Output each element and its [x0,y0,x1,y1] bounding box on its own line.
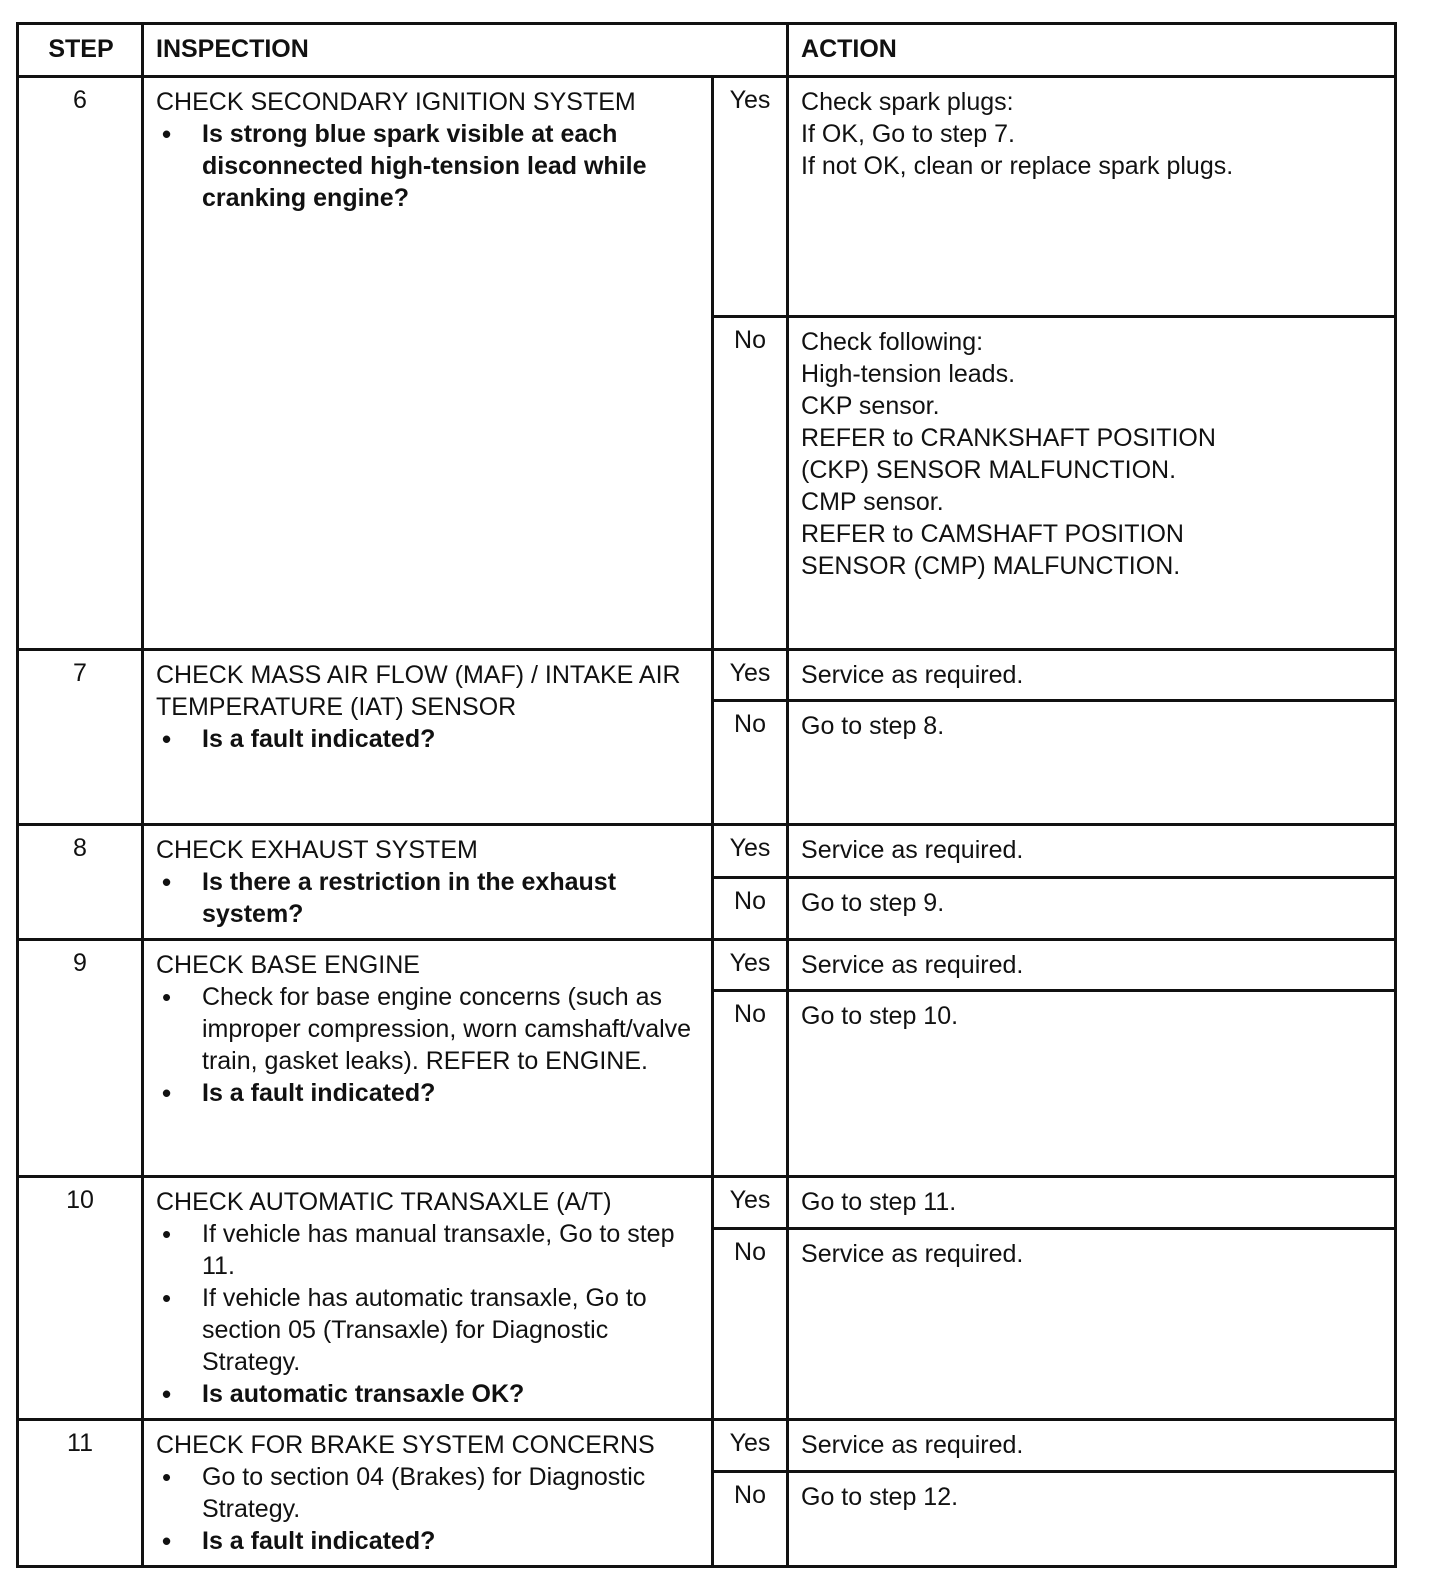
inspection-cell [143,77,713,650]
inspection-question: • Is a fault indicated? [156,723,699,755]
step-row-yes [18,77,1396,317]
diagnostic-table [16,22,1397,1568]
inspection-title: CHECK EXHAUST SYSTEM [156,836,478,864]
inspection-bullets [156,866,699,930]
header-action: ACTION [788,24,1396,77]
no-label: No [713,701,788,825]
no-action [788,701,1396,825]
action-line: High-tension leads. [801,360,1016,388]
inspection-bullets [156,981,699,1109]
inspection-bullets [156,1218,699,1410]
step-number: 8 [18,825,143,940]
no-label: No [713,1472,788,1567]
action-line: CKP sensor. [801,392,940,420]
step-row-yes [18,940,1396,991]
no-action [788,1228,1396,1419]
action-line: Service as required. [801,1239,1024,1268]
action-line: REFER to CAMSHAFT POSITION [801,520,1184,548]
yes-label: Yes [713,825,788,878]
step-number: 11 [18,1420,143,1567]
no-label: No [713,991,788,1177]
action-line: (CKP) SENSOR MALFUNCTION. [801,456,1177,484]
inspection-cell [143,825,713,940]
inspection-bullets [156,1461,699,1557]
action-line: SENSOR (CMP) MALFUNCTION. [801,552,1181,580]
action-line: Service as required. [801,951,1024,979]
yes-label: Yes [713,1177,788,1229]
yes-action [788,1420,1396,1472]
action-line: Service as required. [801,836,1024,864]
step-row-yes [18,650,1396,701]
inspection-title: CHECK AUTOMATIC TRANSAXLE (A/T) [156,1188,612,1216]
no-action [788,991,1396,1177]
action-line: Go to step 12. [801,1483,959,1512]
step-row-yes [18,1177,1396,1229]
inspection-question: • Is a fault indicated? [156,1077,699,1109]
no-action [788,317,1396,650]
inspection-title: CHECK SECONDARY IGNITION SYSTEM [156,88,636,116]
action-line: CMP sensor. [801,488,944,516]
inspection-bullets [156,723,699,755]
no-label: No [713,317,788,650]
action-line: Go to step 10. [801,1002,959,1030]
inspection-cell [143,940,713,1177]
inspection-bullets [156,118,699,214]
yes-label: Yes [713,650,788,701]
action-line: Service as required. [801,661,1024,689]
action-line: Go to step 9. [801,888,945,917]
inspection-bullet: • If vehicle has automatic transaxle, Go to section 05 (Transaxle) for Diagnostic Strategy. [156,1282,699,1378]
inspection-question: • Is a fault indicated? [156,1525,699,1557]
action-line: Check spark plugs: [801,88,1014,116]
inspection-question: • Is automatic transaxle OK? [156,1378,699,1410]
yes-action [788,940,1396,991]
yes-action [788,825,1396,878]
no-label: No [713,877,788,939]
inspection-cell [143,1420,713,1567]
step-number: 6 [18,77,143,650]
yes-label: Yes [713,940,788,991]
inspection-question: • Is there a restriction in the exhaust system? [156,866,699,930]
yes-action [788,1177,1396,1229]
action-line: Check following: [801,328,984,356]
inspection-bullet: • If vehicle has manual transaxle, Go to step 11. [156,1218,699,1282]
action-line: If not OK, clean or replace spark plugs. [801,152,1234,180]
action-line: Go to step 11. [801,1188,957,1216]
yes-label: Yes [713,77,788,317]
inspection-cell [143,1177,713,1420]
inspection-title: CHECK BASE ENGINE [156,951,420,979]
step-number: 7 [18,650,143,825]
no-label: No [713,1228,788,1419]
action-line: Service as required. [801,1431,1024,1459]
inspection-title: CHECK FOR BRAKE SYSTEM CONCERNS [156,1431,655,1459]
header-row [18,24,1396,77]
action-line: Go to step 8. [801,712,945,740]
no-action [788,1472,1396,1567]
step-number: 10 [18,1177,143,1420]
step-row-yes [18,1420,1396,1472]
step-number: 9 [18,940,143,1177]
yes-action [788,77,1396,317]
header-step: STEP [18,24,143,77]
inspection-question: • Is strong blue spark visible at each disconnected high-tension lead while cranking engine? [156,118,699,214]
inspection-bullet: • Check for base engine concerns (such as improper compression, worn camshaft/valve train, gasket leaks). REFER to ENGINE. [156,981,699,1077]
step-row-yes [18,825,1396,878]
action-line: REFER to CRANKSHAFT POSITION [801,424,1216,452]
inspection-bullet: • Go to section 04 (Brakes) for Diagnostic Strategy. [156,1461,699,1525]
action-line: If OK, Go to step 7. [801,120,1016,148]
yes-label: Yes [713,1420,788,1472]
no-action [788,877,1396,939]
yes-action [788,650,1396,701]
header-inspection: INSPECTION [143,24,788,77]
inspection-title: CHECK MASS AIR FLOW (MAF) / INTAKE AIR TEMPERATURE (IAT) SENSOR [156,661,681,721]
inspection-cell [143,650,713,825]
